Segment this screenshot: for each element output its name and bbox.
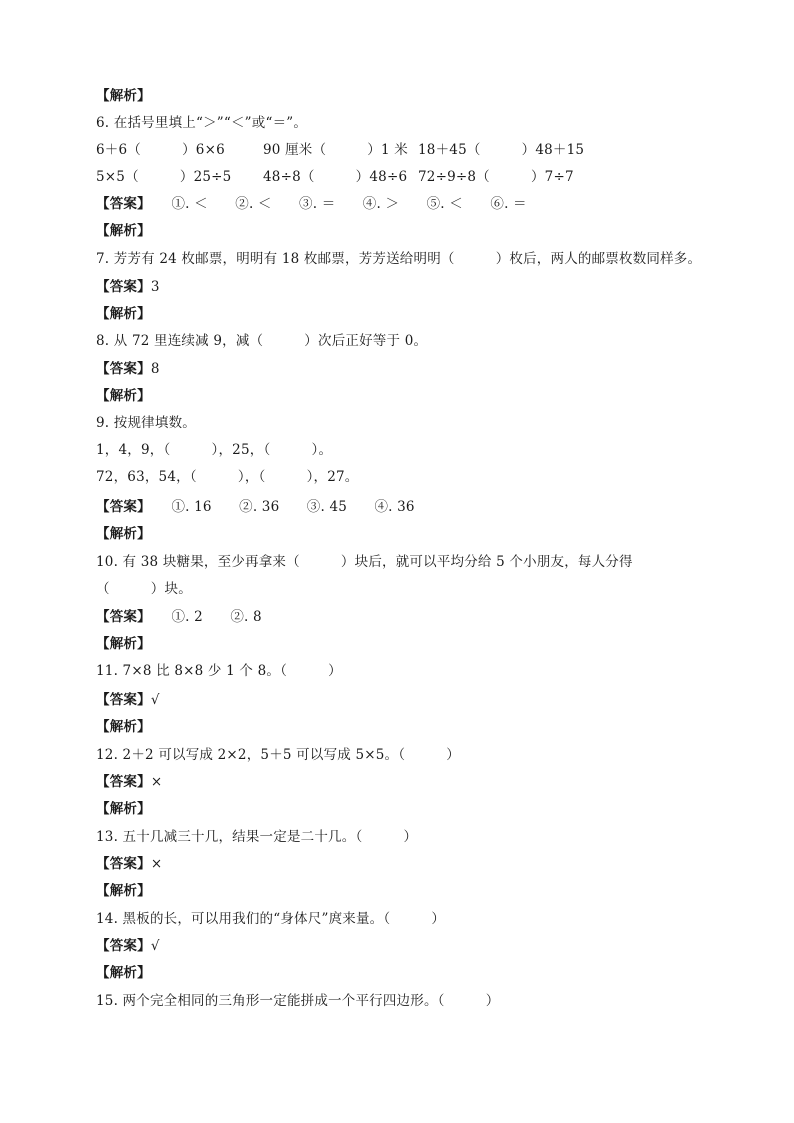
line-text: × <box>150 856 163 872</box>
answer-tag: 【答案】 <box>96 856 151 872</box>
line-text: √ <box>150 938 160 954</box>
analysis-line <box>96 222 151 240</box>
question-line: 14. 黑板的长，可以用我们的“身体尺”庹来量。（ ） <box>96 911 446 927</box>
analysis-line <box>96 87 151 105</box>
answer-tag: 【答案】 <box>96 774 151 790</box>
line-text: 3 <box>150 279 160 295</box>
analysis-tag: 【解析】 <box>96 719 151 735</box>
analysis-tag: 【解析】 <box>96 526 151 542</box>
analysis-tag: 【解析】 <box>96 306 151 322</box>
answer-line <box>96 498 415 516</box>
comparison-cell: 48÷8（ ）48÷6 <box>263 169 408 185</box>
analysis-line <box>96 718 151 736</box>
question-line: 8. 从 72 里连续减 9，减（ ）次后正好等于 0。 <box>96 333 428 349</box>
answer-tag: 【答案】 <box>96 692 151 708</box>
answer-line <box>96 773 162 791</box>
question-line: 15. 两个完全相同的三角形一定能拼成一个平行四边形。（ ） <box>96 993 500 1009</box>
answer-tag: 【答案】 <box>96 499 145 515</box>
comparison-cell: 6＋6（ ）6×6 <box>96 142 225 158</box>
analysis-line <box>96 525 151 543</box>
question-line: 7. 芳芳有 24 枚邮票，明明有 18 枚邮票，芳芳送给明明（ ）枚后，两人的邮票枚数同样多。 <box>96 251 702 267</box>
answer-tag: 【答案】 <box>96 609 145 625</box>
question-line: 9. 按规律填数。 <box>96 415 196 431</box>
line-text: ①. ＜ ②. ＜ ③. ＝ ④. ＞ ⑤. ＜ ⑥. ＝ <box>144 196 527 212</box>
question-line: 72，63，54，（ ），（ ），27。 <box>96 469 359 485</box>
question-line: 13. 五十几减三十几，结果一定是二十几。（ ） <box>96 829 418 845</box>
analysis-line <box>96 305 151 323</box>
comparison-row <box>96 168 746 186</box>
line-text: √ <box>150 692 160 708</box>
analysis-tag: 【解析】 <box>96 88 151 104</box>
answer-line <box>96 278 160 296</box>
analysis-line <box>96 635 151 653</box>
answer-tag: 【答案】 <box>96 196 145 212</box>
comparison-cell: 90 厘米（ ）1 米 <box>263 142 408 158</box>
analysis-line <box>96 387 151 405</box>
answer-tag: 【答案】 <box>96 361 151 377</box>
analysis-line <box>96 882 151 900</box>
analysis-tag: 【解析】 <box>96 223 151 239</box>
analysis-tag: 【解析】 <box>96 801 151 817</box>
question-line: 6. 在括号里填上“＞”“＜”或“＝”。 <box>96 115 308 131</box>
answer-line <box>96 937 160 955</box>
analysis-tag: 【解析】 <box>96 965 151 981</box>
answer-line <box>96 855 162 873</box>
analysis-tag: 【解析】 <box>96 388 151 404</box>
comparison-cell: 72÷9÷8（ ）7÷7 <box>418 169 574 185</box>
comparison-cell: 5×5（ ）25÷5 <box>96 169 232 185</box>
question-line: （ ）块。 <box>96 581 192 597</box>
question-line: 1，4，9，（ ），25，（ ）。 <box>96 442 333 458</box>
question-line: 10. 有 38 块糖果，至少再拿来（ ）块后，就可以平均分给 5 个小朋友，每人分得 <box>96 554 633 570</box>
answer-line <box>96 608 262 626</box>
line-text: ①. 2 ②. 8 <box>144 609 262 625</box>
answer-tag: 【答案】 <box>96 938 151 954</box>
analysis-tag: 【解析】 <box>96 883 151 899</box>
answer-line <box>96 691 160 709</box>
line-text: 8 <box>150 361 160 377</box>
answer-line <box>96 195 527 213</box>
line-text: ①. 16 ②. 36 ③. 45 ④. 36 <box>144 499 415 515</box>
comparison-cell: 18＋45（ ）48＋15 <box>418 142 585 158</box>
analysis-line <box>96 964 151 982</box>
answer-tag: 【答案】 <box>96 279 151 295</box>
answer-line <box>96 360 160 378</box>
analysis-tag: 【解析】 <box>96 636 151 652</box>
comparison-row <box>96 141 746 159</box>
line-text: × <box>150 774 163 790</box>
question-line: 11. 7×8 比 8×8 少 1 个 8。（ ） <box>96 663 342 679</box>
question-line: 12. 2＋2 可以写成 2×2，5＋5 可以写成 5×5。（ ） <box>96 747 461 763</box>
analysis-line <box>96 800 151 818</box>
